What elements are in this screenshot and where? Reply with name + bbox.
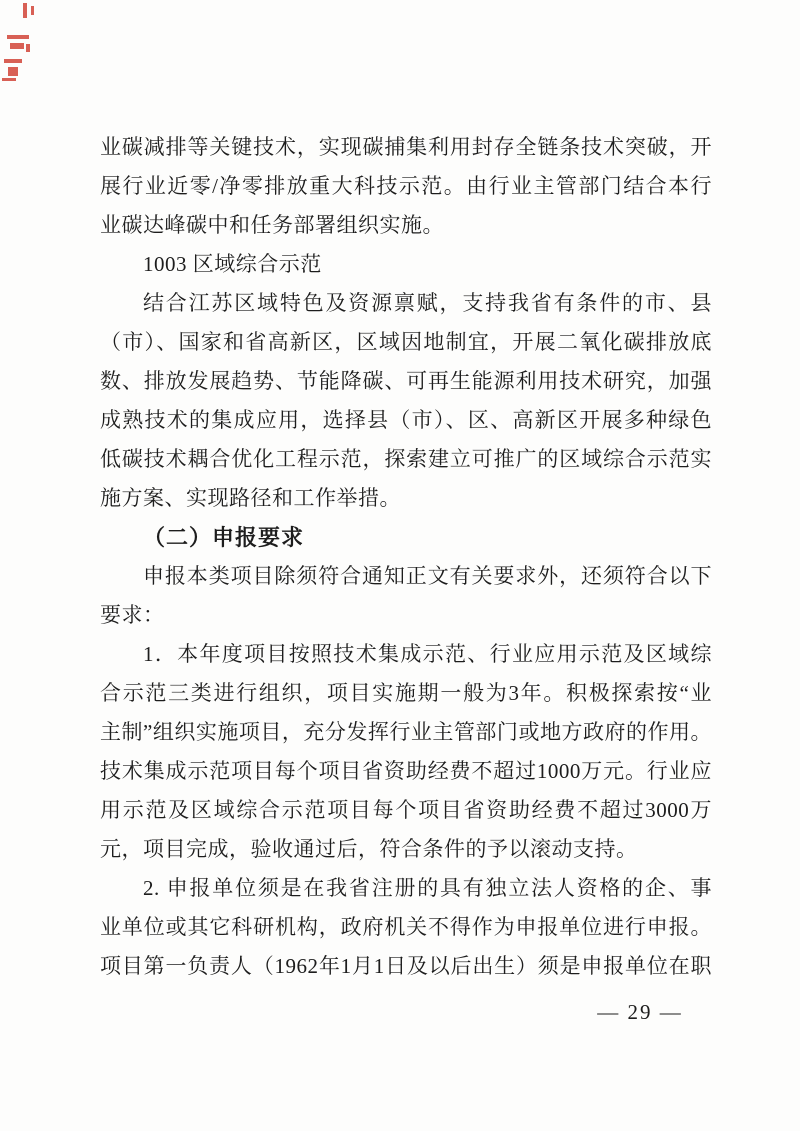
text-line: 申报本类项目除须符合通知正文有关要求外，还须符合以下 <box>143 564 712 588</box>
text-line: 要求： <box>100 603 165 627</box>
text-line: 2. 申报单位须是在我省注册的具有独立法人资格的企、事 <box>143 876 712 900</box>
text-line: 项目第一负责人（1962年1月1日及以后出生）须是申报单位在职 <box>100 954 712 978</box>
section-heading-requirements: （二）申报要求 <box>143 525 305 550</box>
text-line: 展行业近零/净零排放重大科技示范。由行业主管部门结合本行 <box>100 174 712 198</box>
text-line: 施方案、实现路径和工作举措。 <box>100 486 401 510</box>
text-line: 业单位或其它科研机构，政府机关不得作为申报单位进行申报。 <box>100 915 712 939</box>
text-line: 低碳技术耦合优化工程示范，探索建立可推广的区域综合示范实 <box>100 447 712 471</box>
text-line: 用示范及区域综合示范项目每个项目省资助经费不超过3000万 <box>100 798 712 822</box>
text-line: 元，项目完成，验收通过后，符合条件的予以滚动支持。 <box>100 837 638 861</box>
text-line: 合示范三类进行组织，项目实施期一般为3年。积极探索按“业 <box>100 681 712 705</box>
text-line: 业碳减排等关键技术，实现碳捕集利用封存全链条技术突破，开 <box>100 135 712 159</box>
text-line: 数、排放发展趋势、节能降碳、可再生能源利用技术研究，加强 <box>100 369 712 393</box>
red-seal-fragment-icon <box>0 0 44 92</box>
document-body <box>100 128 712 986</box>
text-line: 技术集成示范项目每个项目省资助经费不超过1000万元。行业应 <box>100 759 712 783</box>
text-line: 业碳达峰碳中和任务部署组织实施。 <box>100 213 444 237</box>
text-line: （市）、国家和省高新区，区域因地制宜，开展二氧化碳排放底 <box>100 330 712 354</box>
text-line: 主制”组织实施项目，充分发挥行业主管部门或地方政府的作用。 <box>100 720 712 744</box>
text-line: 1．本年度项目按照技术集成示范、行业应用示范及区域综 <box>143 642 712 666</box>
page-number: — 29 — <box>597 1000 683 1024</box>
text-line: 结合江苏区域特色及资源禀赋，支持我省有条件的市、县 <box>143 291 712 315</box>
section-heading-1003: 1003 区域综合示范 <box>143 252 322 276</box>
text-line: 成熟技术的集成应用，选择县（市）、区、高新区开展多种绿色 <box>100 408 712 432</box>
